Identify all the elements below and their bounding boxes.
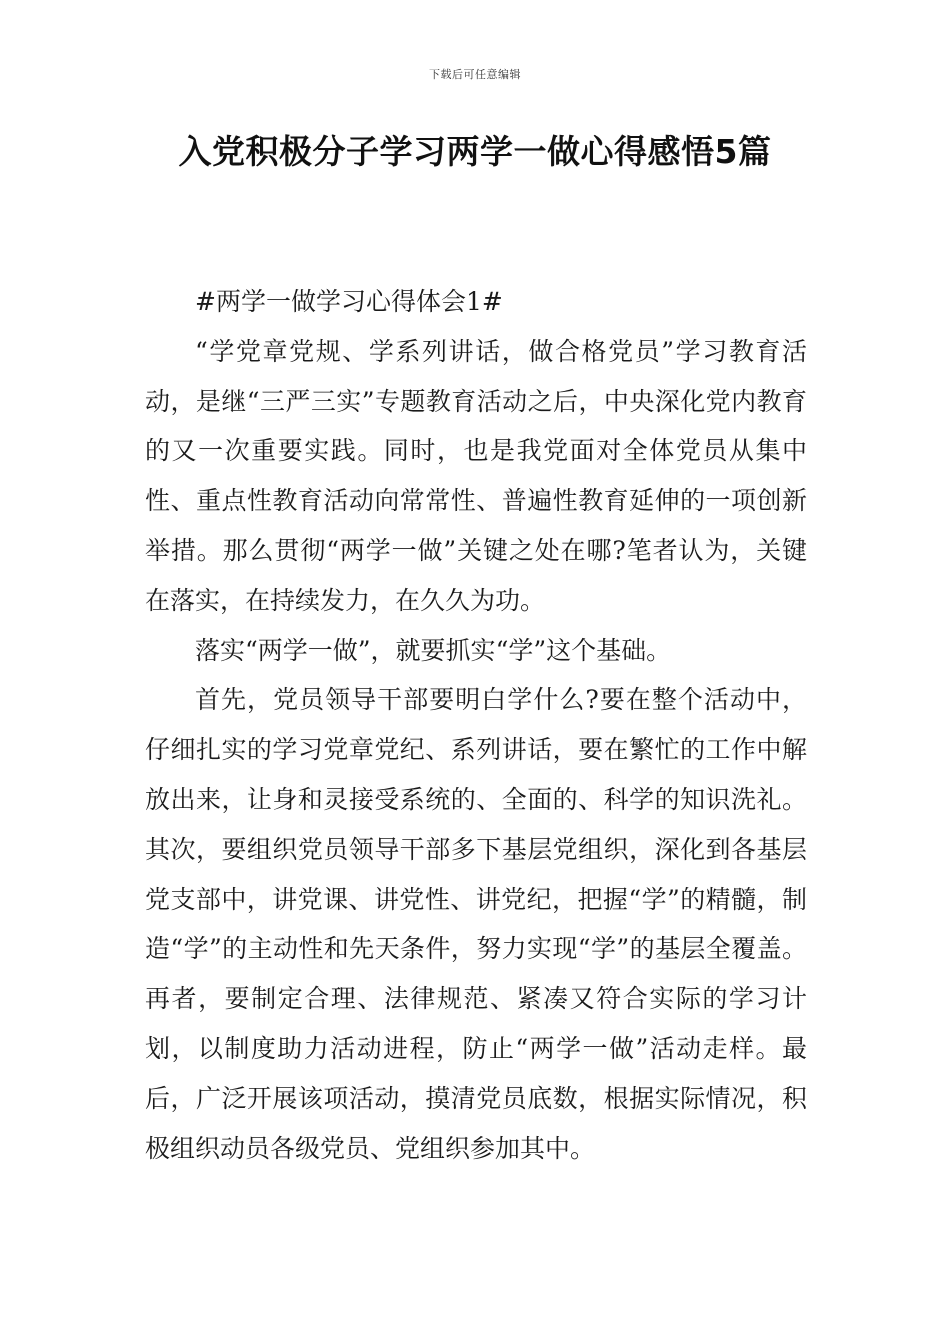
document-title: 入党积极分子学习两学一做心得感悟5篇 xyxy=(178,132,772,171)
section-heading: #两学一做学习心得体会1# xyxy=(195,287,503,316)
body-paragraph: 首先，党员领导干部要明白学什么?要在整个活动中，仔细扎实的学习党章党纪、系列讲话，要在繁忙的工作中解放出来，让身和灵接受系统的、全面的、科学的知识洗礼。其次，要组织党员领导干部多下基层党组织，深化到各基层党支部中，讲党课、讲党性、讲党纪，把握“学”的精髓，制造“学”的主动性和先天条件，努力实现“学”的基层全覆盖。再者，要制定合理、法律规范、紧凑又符合实际的学习计划，以制度助力活动进程，防止“两学一做”活动走样。最后，广泛开展该项活动，摸清党员底数，根据实际情况，积极组织动员各级党员、党组织参加其中。 xyxy=(145,685,807,1163)
body-paragraph: “学党章党规、学系列讲话，做合格党员”学习教育活动，是继“三严三实”专题教育活动之后，中央深化党内教育的又一次重要实践。同时，也是我党面对全体党员从集中性、重点性教育活动向常常性、普遍性教育延伸的一项创新举措。那么贯彻“两学一做”关键之处在哪?笔者认为，关键在落实，在持续发力，在久久为功。 xyxy=(145,336,807,615)
document-body xyxy=(145,277,807,1173)
body-paragraph: 落实“两学一做”，就要抓实“学”这个基础。 xyxy=(195,635,672,665)
header-note: 下载后可任意编辑 xyxy=(429,68,521,81)
